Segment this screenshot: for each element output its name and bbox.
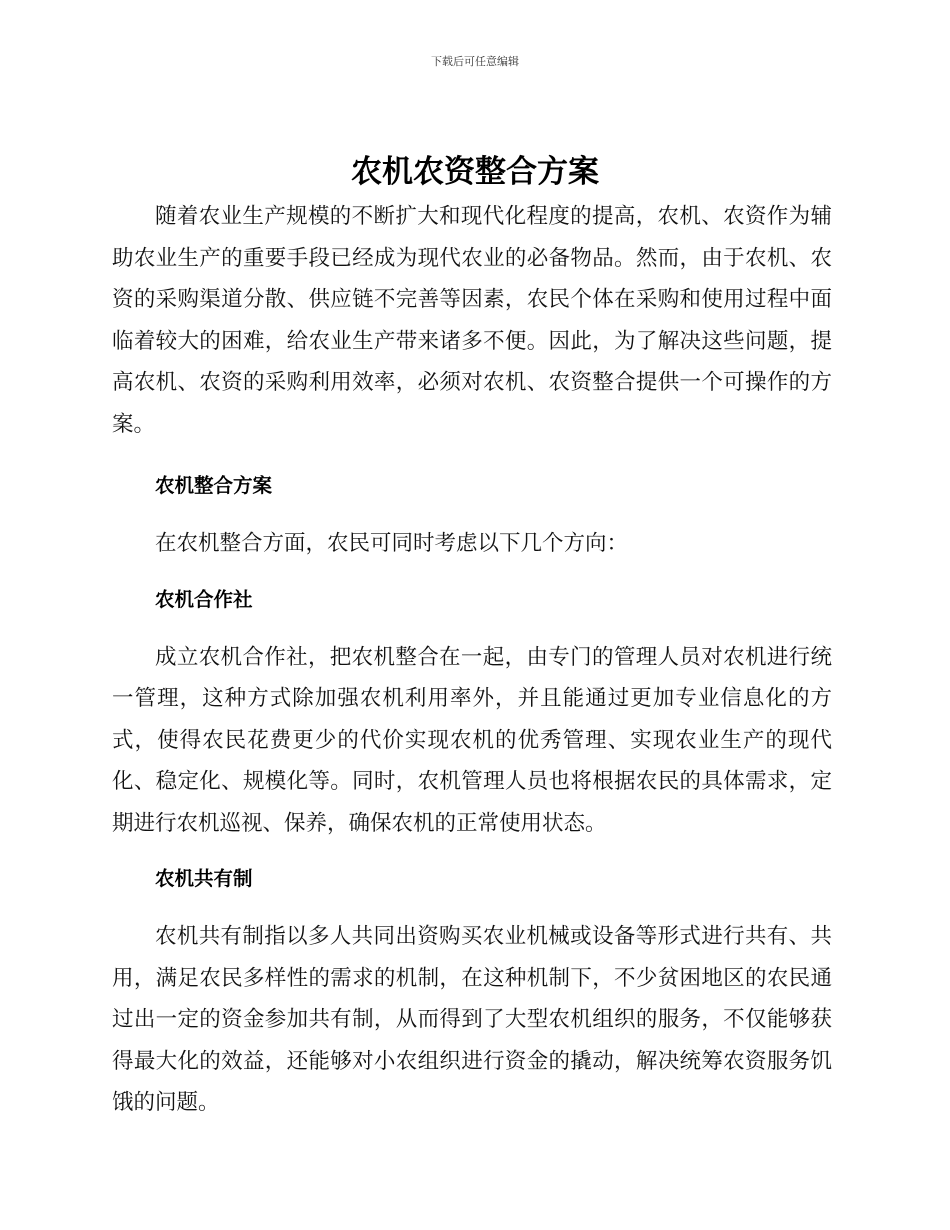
subsection-heading-shared-ownership: 农机共有制 [155, 867, 253, 890]
spacer [112, 565, 832, 585]
spacer [112, 501, 832, 523]
spacer [112, 615, 832, 637]
spacer [112, 894, 832, 916]
document-title: 农机农资整合方案 [351, 154, 599, 190]
subsection-heading-cooperative: 农机合作社 [155, 587, 253, 611]
section-intro-paragraph: 在农机整合方面，农民可同时考虑以下几个方向： [155, 531, 629, 556]
document-body [112, 196, 832, 1124]
page-header-note: 下载后可任意编辑 [431, 55, 519, 68]
spacer [112, 844, 832, 864]
intro-paragraph: 随着农业生产规模的不断扩大和现代化程度的提高，农机、农资作为辅助农业生产的重要手段已经成为现代农业的必备物品。然而，由于农机、农资的采购渠道分散、供应链不完善等因素，农民个体在采购和使用过程中面临着较大的困难，给农业生产带来诸多不便。因此，为了解决这些问题，提高农机、农资的采购利用效率，必须对农机、农资整合提供一个可操作的方案。 [112, 204, 832, 437]
shared-ownership-paragraph: 农机共有制指以多人共同出资购买农业机械或设备等形式进行共有、共用，满足农民多样性的需求的机制，在这种机制下，不少贫困地区的农民通过出一定的资金参加共有制，从而得到了大型农机组织的服务，不仅能够获得最大化的效益，还能够对小农组织进行资金的撬动，解决统筹农资服务饥饿的问题。 [112, 924, 832, 1115]
section-heading-machinery-integration: 农机整合方案 [155, 474, 273, 497]
cooperative-paragraph: 成立农机合作社，把农机整合在一起，由专门的管理人员对农机进行统一管理，这种方式除加强农机利用率外，并且能通过更加专业信息化的方式，使得农民花费更少的代价实现农机的优秀管理、实现农业生产的现代化、稳定化、规模化等。同时，农机管理人员也将根据农民的具体需求，定期进行农机巡视、保养，确保农机的正常使用状态。 [112, 644, 832, 836]
spacer [112, 445, 832, 471]
